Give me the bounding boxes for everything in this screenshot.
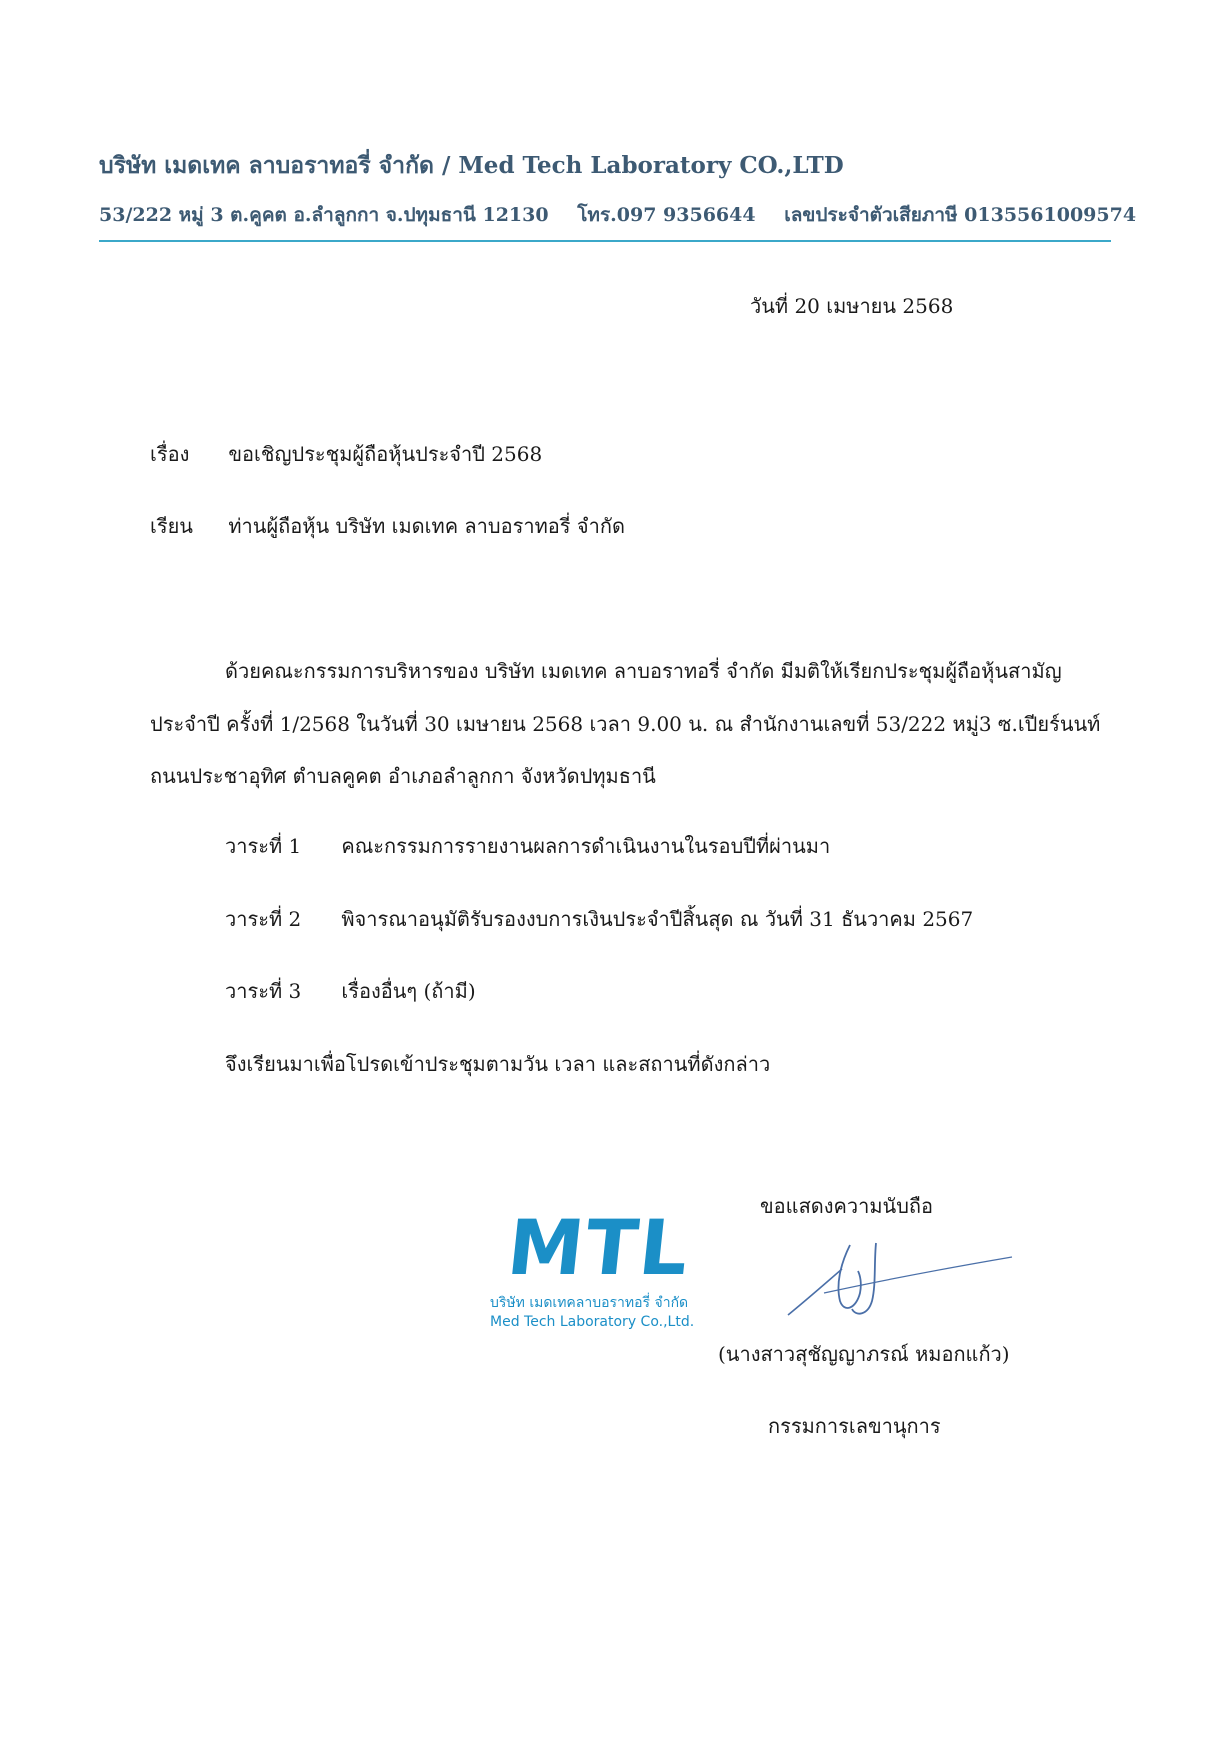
company-tax-id: เลขประจำตัวเสียภาษี 0135561009574 bbox=[784, 204, 1137, 226]
signature-icon bbox=[780, 1235, 1020, 1325]
letterhead-divider bbox=[99, 240, 1111, 242]
company-logo bbox=[490, 1203, 720, 1330]
recipient-value: ท่านผู้ถือหุ้น บริษัท เมดเทค ลาบอราทอรี่ จำกัด bbox=[228, 514, 625, 538]
company-phone: โทร.097 9356644 bbox=[577, 204, 756, 226]
signer-title: กรรมการเลขานุการ bbox=[768, 1414, 941, 1438]
body-line-1: ด้วยคณะกรรมการบริหารของ บริษัท เมดเทค ลาบอราทอรี่ จำกัด มีมติให้เรียกประชุมผู้ถือหุ้นสามัญ bbox=[225, 659, 1062, 683]
agenda-item bbox=[225, 975, 476, 1007]
regards-text: ขอแสดงความนับถือ bbox=[760, 1194, 934, 1218]
subject-row bbox=[150, 438, 542, 470]
agenda-text: เรื่องอื่นๆ (ถ้ามี) bbox=[341, 979, 476, 1003]
agenda-item bbox=[225, 903, 973, 935]
subject-value: ขอเชิญประชุมผู้ถือหุ้นประจำปี 2568 bbox=[228, 442, 543, 466]
body-line-3: ถนนประชาอุทิศ ตำบลคูคต อำเภอลำลูกกา จังหวัดปทุมธานี bbox=[150, 764, 656, 788]
recipient-label: เรียน bbox=[150, 514, 193, 538]
agenda-item bbox=[225, 830, 830, 862]
company-address: 53/222 หมู่ 3 ต.คูคต อ.ลำลูกกา จ.ปทุมธานี 12130 bbox=[99, 204, 549, 226]
logo-mark: MTL bbox=[503, 1203, 695, 1292]
closing-line: จึงเรียนมาเพื่อโปรดเข้าประชุมตามวัน เวลา และสถานที่ดังกล่าว bbox=[225, 1052, 771, 1076]
logo-name-en: Med Tech Laboratory Co.,Ltd. bbox=[490, 1314, 695, 1330]
recipient-row bbox=[150, 510, 625, 542]
agenda-text: คณะกรรมการรายงานผลการดำเนินงานในรอบปีที่ผ่านมา bbox=[341, 834, 831, 858]
logo-name-th: บริษัท เมดเทคลาบอราทอรี่ จำกัด bbox=[490, 1295, 689, 1311]
company-name: บริษัท เมดเทค ลาบอราทอรี่ จำกัด / Med Tech Laboratory CO.,LTD bbox=[99, 152, 844, 179]
body-line-2: ประจำปี ครั้งที่ 1/2568 ในวันที่ 30 เมษายน 2568 เวลา 9.00 น. ณ สำนักงานเลขที่ 53/222 หมู่3 ซ.เปียร์นนท์ bbox=[150, 712, 1101, 736]
agenda-number: วาระที่ 2 bbox=[225, 907, 302, 931]
signer-name: (นางสาวสุชัญญาภรณ์ หมอกแก้ว) bbox=[718, 1342, 1010, 1366]
agenda-number: วาระที่ 1 bbox=[225, 834, 302, 858]
letter-date: วันที่ 20 เมษายน 2568 bbox=[750, 294, 954, 318]
agenda-text: พิจารณาอนุมัติรับรองงบการเงินประจำปีสิ้นสุด ณ วันที่ 31 ธันวาคม 2567 bbox=[341, 907, 974, 931]
agenda-number: วาระที่ 3 bbox=[225, 979, 302, 1003]
subject-label: เรื่อง bbox=[150, 442, 190, 466]
company-address-line bbox=[99, 200, 1137, 230]
